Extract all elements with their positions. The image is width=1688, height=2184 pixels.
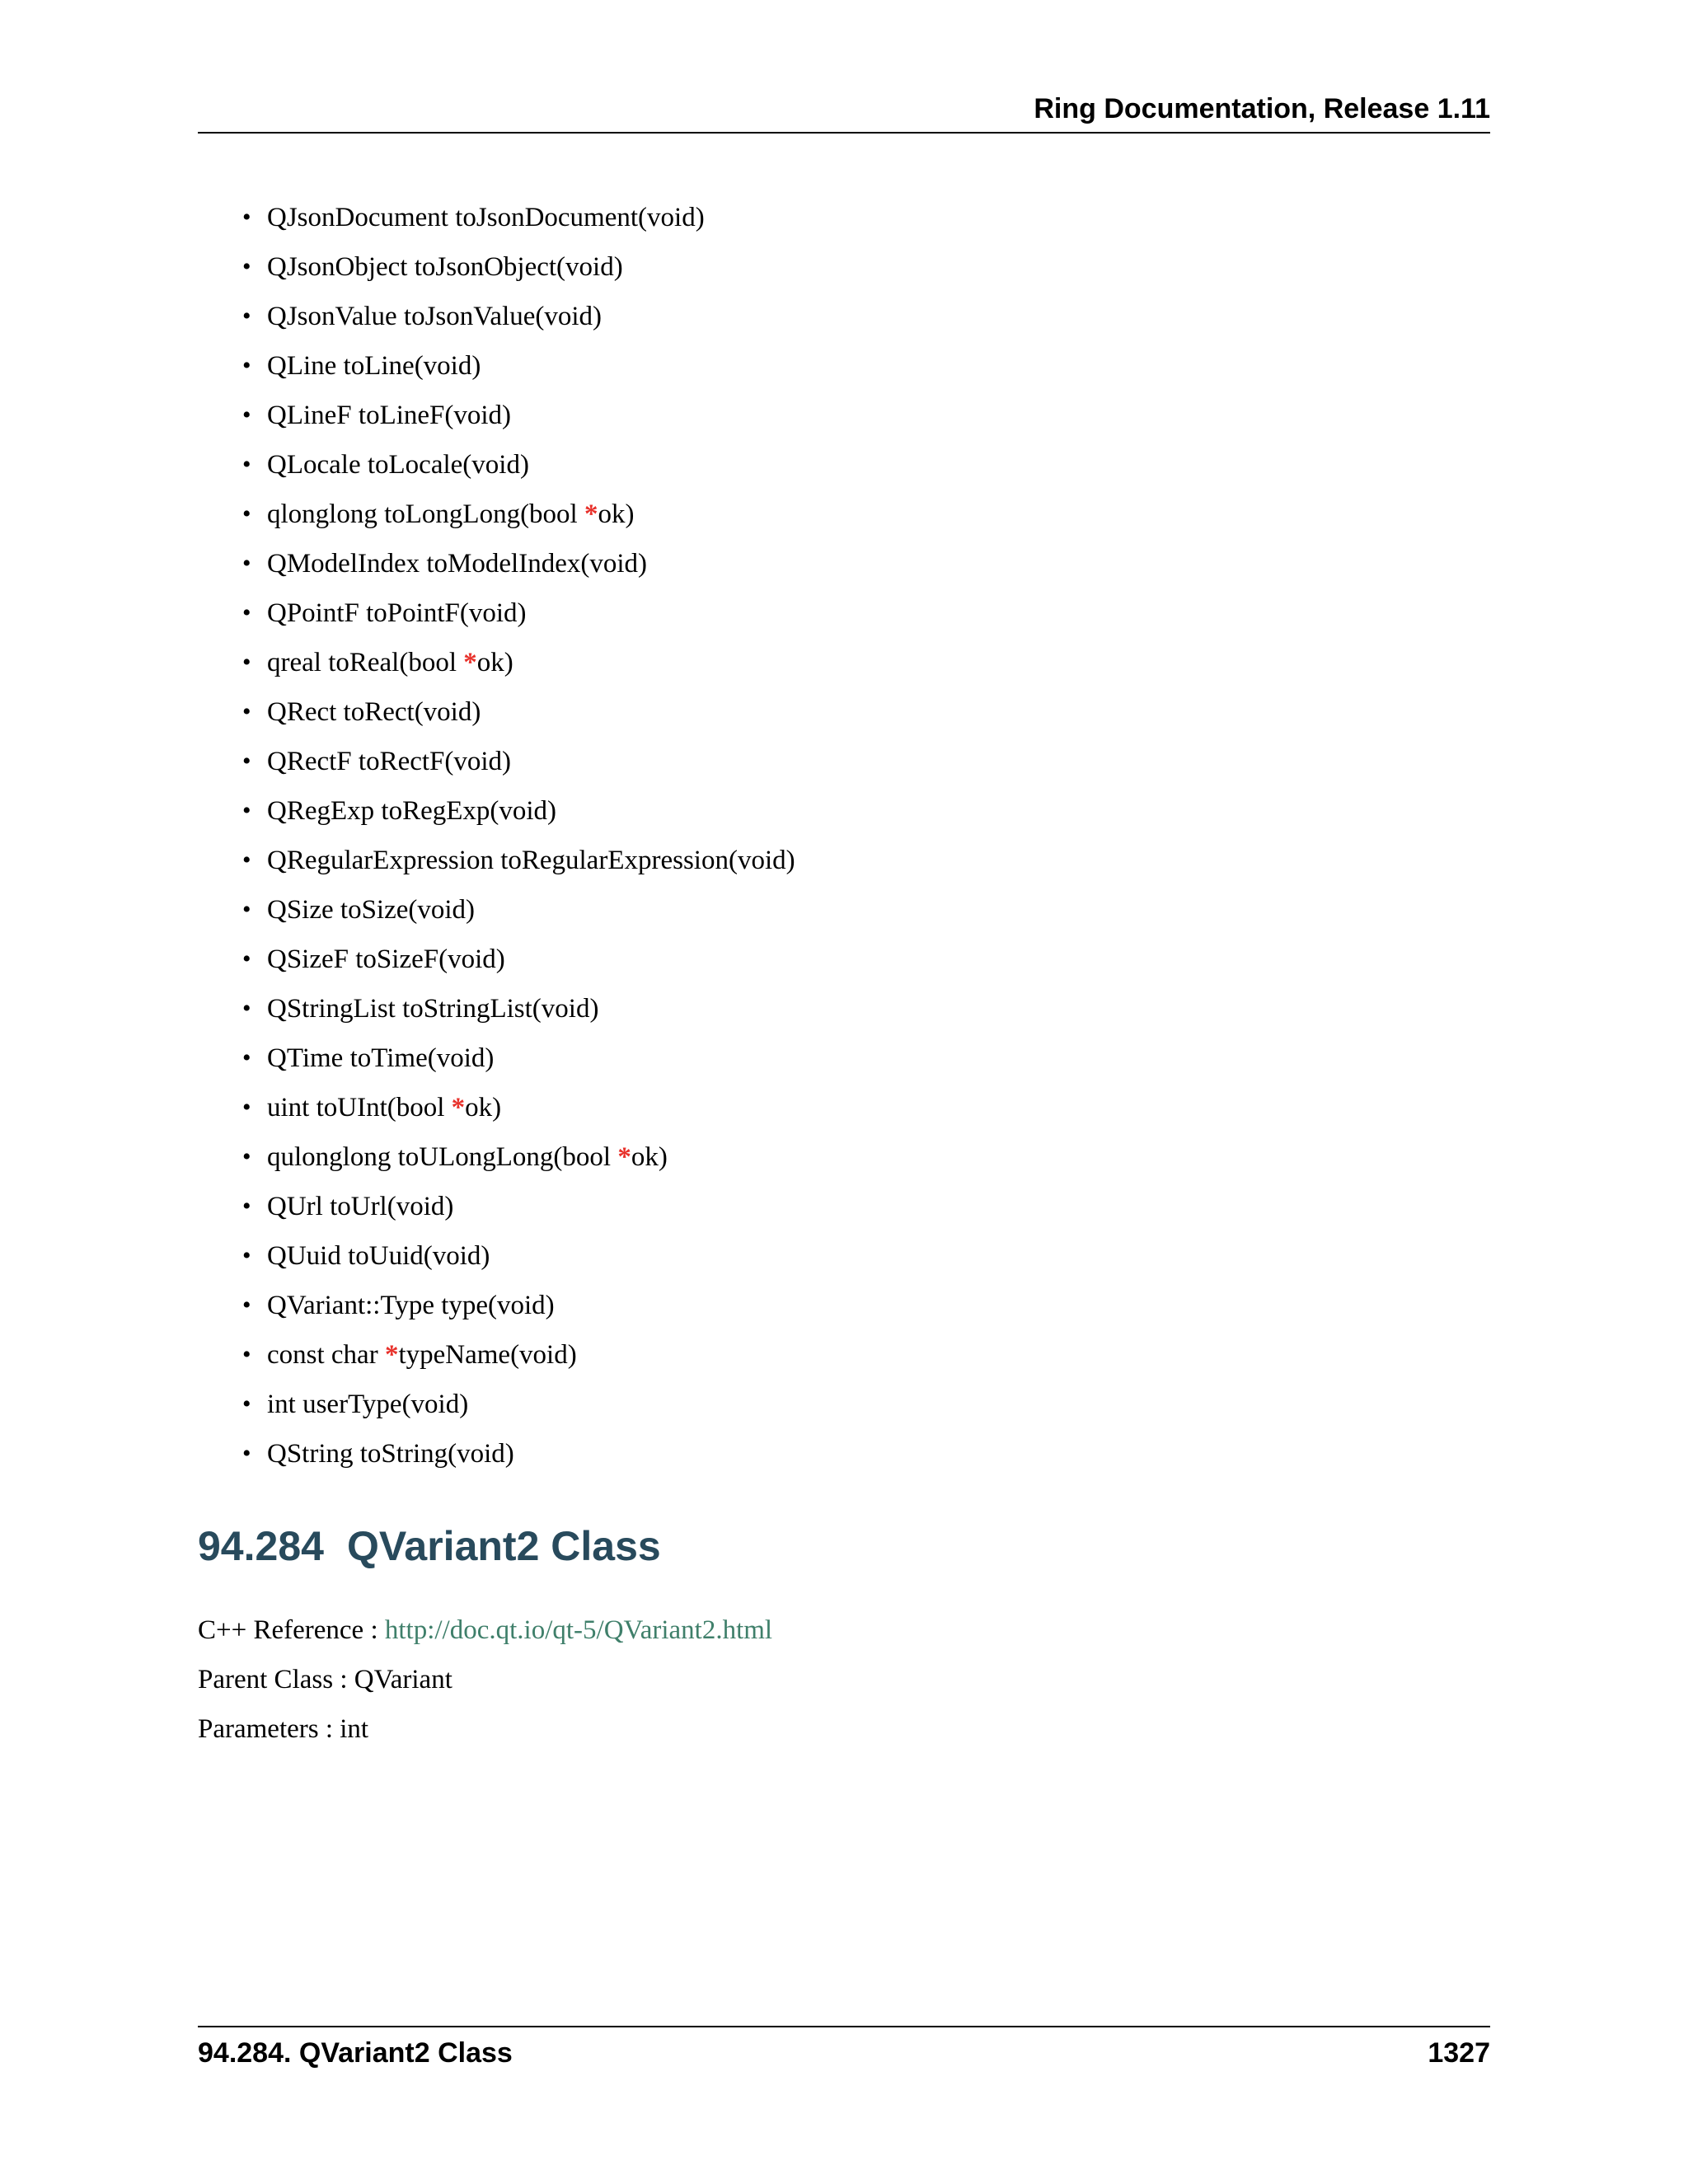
method-signature-text: ok) [631,1142,668,1172]
bullet-icon: • [242,797,251,824]
method-signature-text: typeName(void) [398,1340,577,1370]
bullet-icon: • [242,550,251,577]
parameters-line: Parameters : int [198,1714,369,1744]
cpp-reference-link[interactable]: http://doc.qt.io/qt-5/QVariant2.html [384,1615,773,1645]
method-signature-text: QSizeF toSizeF(void) [267,944,505,974]
method-signature-text: QSize toSize(void) [267,895,476,925]
method-list-item [198,687,1490,737]
method-list-item [198,786,1490,836]
pointer-star: * [463,648,477,677]
page-number: 1327 [1428,2037,1490,2069]
bullet-icon: • [242,1094,251,1121]
method-signature-text: QUrl toUrl(void) [267,1192,454,1221]
bullet-icon: • [242,698,251,725]
bullet-icon: • [242,995,251,1022]
pointer-star: * [451,1093,466,1122]
bullet-icon: • [242,846,251,874]
method-signature-text: ok) [598,499,635,529]
method-signature-text: const char [267,1340,385,1370]
method-list-item [198,588,1490,638]
method-signature-text: QJsonValue toJsonValue(void) [267,302,603,331]
method-signature-text: int userType(void) [267,1390,469,1419]
bullet-icon: • [242,302,251,330]
method-list-item [198,1380,1490,1429]
bullet-icon: • [242,748,251,775]
bullet-icon: • [242,253,251,280]
pointer-star: * [617,1142,631,1172]
method-signature-text: ok) [465,1093,502,1122]
method-signature-text: QModelIndex toModelIndex(void) [267,549,647,579]
method-list-item [198,1132,1490,1182]
method-list-item [198,1429,1490,1479]
method-signature-text: uint toUInt(bool [267,1093,452,1122]
method-list-item [198,984,1490,1033]
method-signature-text: QRegExp toRegExp(void) [267,796,557,826]
method-list-item [198,935,1490,984]
method-signature-text: QLine toLine(void) [267,351,481,381]
section-number: 94.284 [198,1523,324,1569]
bullet-icon: • [242,1143,251,1170]
method-list-item [198,1330,1490,1380]
method-list [198,193,1490,1479]
method-list-item [198,539,1490,588]
method-signature-text: ok) [476,648,513,677]
parent-class-line: Parent Class : QVariant [198,1665,452,1694]
pointer-star: * [584,499,598,529]
method-signature-text: QTime toTime(void) [267,1043,495,1073]
method-signature-text: QLocale toLocale(void) [267,450,529,480]
bullet-icon: • [242,352,251,379]
section-title: QVariant2 Class [346,1523,661,1569]
method-list-item [198,1182,1490,1231]
method-signature-text: QStringList toStringList(void) [267,994,599,1024]
page-header [198,92,1490,134]
cpp-reference-label: C++ Reference : [198,1615,385,1645]
method-signature-text: qlonglong toLongLong(bool [267,499,584,529]
method-signature-text: QRect toRect(void) [267,697,481,727]
method-list-item [198,193,1490,242]
method-list-item [198,341,1490,391]
method-signature-text: QJsonObject toJsonObject(void) [267,252,623,282]
method-list-item [198,638,1490,687]
method-list-item [198,836,1490,885]
method-list-item [198,737,1490,786]
method-signature-text: qulonglong toULongLong(bool [267,1142,618,1172]
method-list-item [198,490,1490,539]
bullet-icon: • [242,1291,251,1319]
section-heading [198,1521,661,1571]
method-list-item [198,292,1490,341]
method-signature-text: QLineF toLineF(void) [267,401,512,430]
bullet-icon: • [242,451,251,478]
pointer-star: * [384,1340,399,1370]
document-title: Ring Documentation, Release 1.11 [1034,93,1490,124]
bullet-icon: • [242,204,251,231]
method-list-item [198,1281,1490,1330]
method-signature-text: QRectF toRectF(void) [267,747,512,776]
method-signature-text: qreal toReal(bool [267,648,464,677]
bullet-icon: • [242,1193,251,1220]
method-list-item [198,885,1490,935]
bullet-icon: • [242,599,251,626]
bullet-icon: • [242,1242,251,1269]
method-list-item [198,1231,1490,1281]
method-signature-text: QJsonDocument toJsonDocument(void) [267,203,705,232]
method-signature-text: QRegularExpression toRegularExpression(void) [267,846,795,875]
method-list-item [198,440,1490,490]
bullet-icon: • [242,500,251,527]
method-list-item [198,391,1490,440]
bullet-icon: • [242,401,251,429]
method-signature-text: QVariant::Type type(void) [267,1291,555,1320]
bullet-icon: • [242,1341,251,1368]
footer-section-title: 94.284. QVariant2 Class [198,2037,513,2069]
bullet-icon: • [242,1440,251,1467]
method-signature-text: QString toString(void) [267,1439,514,1469]
method-list-item [198,1083,1490,1132]
bullet-icon: • [242,1044,251,1071]
method-signature-text: QUuid toUuid(void) [267,1241,490,1271]
bullet-icon: • [242,649,251,676]
method-signature-text: QPointF toPointF(void) [267,598,527,628]
bullet-icon: • [242,896,251,923]
bullet-icon: • [242,945,251,972]
bullet-icon: • [242,1390,251,1418]
method-list-item [198,242,1490,292]
method-list-item [198,1033,1490,1083]
cpp-reference-line [198,1614,772,1647]
page-footer [198,2026,1490,2077]
